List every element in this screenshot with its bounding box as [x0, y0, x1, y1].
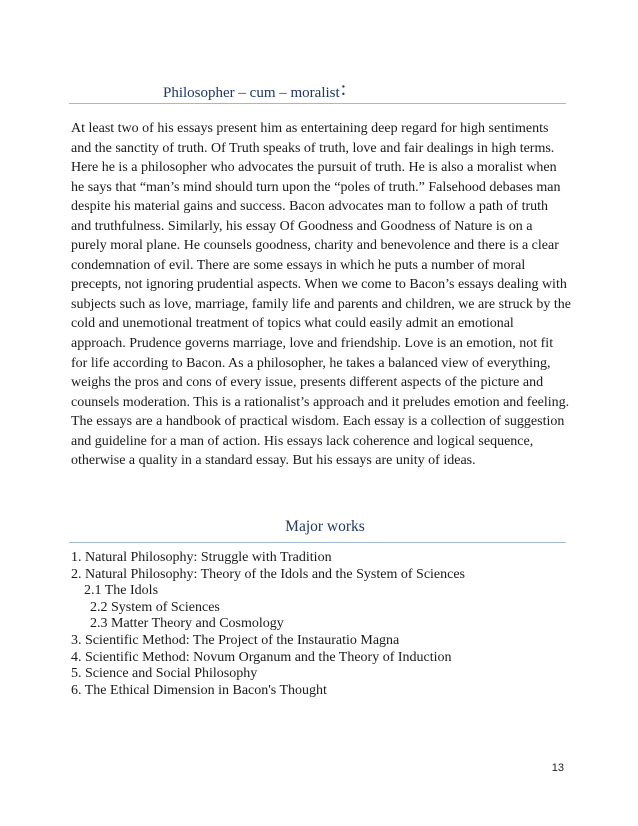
list-subitem: 2.1 The Idols	[84, 583, 159, 599]
list-subitem: 2.3 Matter Theory and Cosmology	[90, 616, 284, 632]
major-works-list	[71, 550, 465, 699]
section-heading-text: Philosopher – cum – moralist	[163, 85, 340, 101]
list-item: 4. Scientific Method: Novum Organum and the Theory of Induction	[71, 649, 452, 665]
section-heading-colon: :	[340, 78, 347, 100]
section-heading-philosopher-moralist	[163, 80, 346, 103]
list-item: 1. Natural Philosophy: Struggle with Tradition	[71, 550, 332, 565]
major-works-heading-text: Major works	[285, 518, 365, 535]
list-item: 5. Science and Social Philosophy	[71, 666, 258, 682]
list-subitem: 2.2 System of Sciences	[90, 599, 220, 615]
list-item: 6. The Ethical Dimension in Bacon's Thought	[71, 682, 327, 698]
list-item: 2. Natural Philosophy: Theory of the Idols and the System of Sciences	[71, 566, 466, 582]
heading-underline-rule	[69, 542, 566, 543]
body-paragraph: At least two of his essays present him as entertaining deep regard for high sentiments and the sanctity of truth. Of Truth speaks of truth, love and fair dealings in high terms. Here he is a philosopher who advocates the pursuit of truth. He is also a moralist when he says that “man’s mind should turn upon the “poles of truth.” Falsehood debases man despite his material gains and success. Bacon advocates man to follow a path of truth and truthfulness. Similarly, his essay Of Goodness and Goodness of Nature is on a purely moral plane. He counsels goodness, charity and benevolence and there is a clear condemnation of evil. There are some essays in which he puts a number of moral precepts, not ignoring prudential aspects. When we come to Bacon’s essays dealing with subjects such as love, marriage, family life and parents and children, we are struck by the cold and unemotional treatment of topics what could easily admit an emotional approach. Prudence governs marriage, love and friendship. Love is an emotion, not fit for life according to Bacon. As a philosopher, he takes a balanced view of everything, weighs the pros and cons of every issue, presents different aspects of the picture and counsels moderation. This is a rationalist’s approach and it preludes emotion and feeling. The essays are a handbook of practical wisdom. Each essay is a collection of suggestion and guideline for a man of action. His essays lack coherence and logical sequence, otherwise a quality in a standard essay. But his essays are unity of ideas.	[71, 121, 571, 469]
section-heading-major-works	[0, 518, 638, 536]
page-number: 13	[551, 762, 564, 774]
list-item: 3. Scientific Method: The Project of the Instauratio Magna	[71, 632, 400, 648]
heading-underline-rule	[69, 103, 566, 104]
